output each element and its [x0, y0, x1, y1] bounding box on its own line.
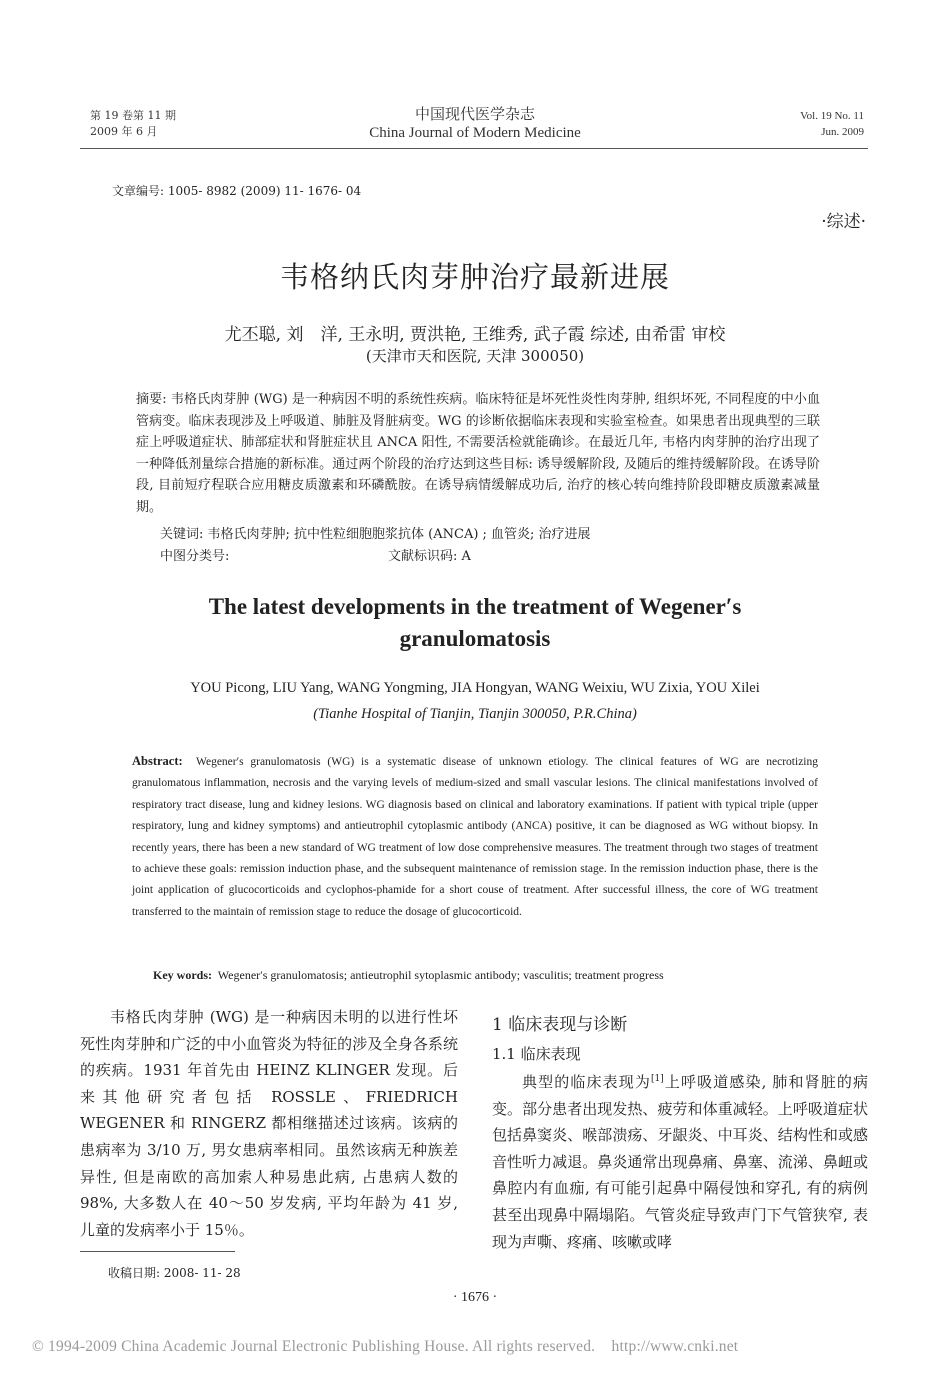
citation-ref-1: [1] [651, 1074, 664, 1084]
copyright-footer: © 1994-2009 China Academic Journal Electronic Publishing House. All rights reserved. http://www.cnki.net [32, 1338, 739, 1355]
body-right-text-a: 典型的临床表现为 [522, 1073, 652, 1091]
body-left-column: 韦格氏肉芽肿 (WG) 是一种病因未明的以进行性坏死性肉芽肿和广泛的中小血管炎为特征的涉及全身各系统的疾病。1931 年首先由 HEINZ KLINGER 发现。后来其他研究者包括 ROSSLE、FRIEDRICH WEGENER 和 RINGERZ 都相继描述过该病。该病的患病率为 3/10 万, 男女患病率相同。虽然该病无种族差异性, 但是南欧的高加索人种易患此病, 占患病人数的 98%, 大多数人在 40～50 岁发病, 平均年龄为 41 岁, 儿童的发病率小于 15％。 [80, 1008, 458, 1239]
body-right-column [492, 1066, 868, 1255]
section-tag: ·综述· [821, 212, 866, 232]
abstract-en-label: Abstract: [132, 754, 183, 768]
title-zh: 韦格纳氏肉芽肿治疗最新进展 [279, 260, 670, 294]
abstract-en [132, 751, 818, 923]
header-vol-en: Vol. 19 No. 11 [800, 110, 864, 122]
title-en-line2: granulomatosis [399, 626, 551, 651]
body-right-text-b: 上呼吸道感染, 肺和肾脏的病变。部分患者出现发热、疲劳和体重减轻。上呼吸道症状包括鼻窦炎、喉部溃疡、牙龈炎、中耳炎、结构性和或感音性听力减退。鼻炎通常出现鼻痛、鼻塞、流涕、鼻衄或鼻腔内有血痂, 有可能引起鼻中隔侵蚀和穿孔, 有的病例甚至出现鼻中隔塌陷。气管炎症导致声门下气管狭窄, 表现为声嘶、疼痛、咳嗽或哮 [492, 1073, 868, 1251]
abstract-en-text: Wegener′s granulomatosis (WG) is a systematic disease of unknown etiology. The clinical features of WG are necrotizing granulomatous inflammation, necrosis and the varying levels of medium-sized and small vascular lesions. The clinical manifestations involved of respiratory tract disease, lung and kidney lesions. WG diagnosis based on clinical and laboratory examinations. If patient with typical triple (upper respiratory, lung and kidney symptoms) and antieutrophil cytoplasmic antibody (ANCA) positive, it can be diagnosed as WG without biopsy. In recently years, there has been a new standard of WG treatment of low dose comprehensive measures. The treatment through two stages of treatment to achieve these goals: remission induction phase, and the subsequent maintenance of remission stage. In the remission induction phase, there is the joint application of glucocorticoids and cyclophos-phamide for a short couse of treatment. After successful illness, the core of WG treatment transferred to the maintain of remission stage to reduce the dosage of glucocorticoid. [132, 756, 818, 918]
article-number: 文章编号: 1005- 8982 (2009) 11- 1676- 04 [112, 184, 362, 198]
header-journal-zh: 中国现代医学杂志 [414, 105, 535, 123]
keywords-zh: 关键词: 韦格氏肉芽肿; 抗中性粒细胞胞浆抗体 (ANCA) ; 血管炎; 治疗进展 [160, 527, 591, 542]
keywords-en-text: Wegener′s granulomatosis; antieutrophil sytoplasmic antibody; vasculitis; treatment progress [217, 968, 664, 982]
authors-zh: 尤丕聪, 刘 洋, 王永明, 贾洪艳, 王维秀, 武子霞 综述, 由希雷 审校 [224, 325, 726, 345]
received-date: 收稿日期: 2008- 11- 28 [108, 1266, 241, 1280]
affiliation-en: (Tianhe Hospital of Tianjin, Tianjin 300050, P.R.China) [313, 706, 637, 722]
header-rule [80, 148, 868, 149]
keywords-en [153, 968, 664, 983]
page-number: · 1676 · [452, 1290, 498, 1305]
clc-label: 中图分类号: [160, 549, 230, 564]
section-1-1-heading: 1.1 临床表现 [492, 1045, 581, 1063]
abstract-zh: 摘要: 韦格氏肉芽肿 (WG) 是一种病因不明的系统性疾病。临床特征是坏死性炎性肉芽肿, 组织坏死, 不同程度的中小血管病变。临床表现涉及上呼吸道、肺脏及肾脏病变。WG 的诊断依据临床表现和实验室检查。如果患者出现典型的三联症上呼吸道症状、肺部症状和肾脏症状且 ANCA 阳性, 不需要活检就能确诊。在最近几年, 韦格内肉芽肿的治疗出现了一种降低剂量综合措施的新标准。通过两个阶段的治疗达到这些目标: 诱导缓解阶段, 及随后的维持缓解阶段。在诱导阶段, 目前短疗程联合应用糖皮质激素和环磷酰胺。在诱导病情缓解成功后, 治疗的核心转向维持阶段即糖皮质激素减量期。 [136, 392, 820, 515]
footnote-rule [80, 1251, 235, 1252]
header-date-en: Jun. 2009 [821, 126, 864, 138]
section-1-heading: 1 临床表现与诊断 [492, 1015, 628, 1035]
header-journal-en: China Journal of Modern Medicine [369, 125, 581, 141]
header-date: 2009 年 6 月 [90, 125, 158, 138]
header-volume-issue: 第 19 卷第 11 期 [90, 109, 176, 122]
doc-code: 文献标识码: A [388, 549, 471, 564]
authors-en: YOU Picong, LIU Yang, WANG Yongming, JIA Hongyan, WANG Weixiu, WU Zixia, YOU Xilei [190, 680, 760, 696]
affiliation-zh: (天津市天和医院, 天津 300050) [365, 347, 585, 365]
keywords-en-label: Key words: [153, 968, 212, 982]
title-en-line1: The latest developments in the treatment of Wegener′s [208, 594, 742, 619]
